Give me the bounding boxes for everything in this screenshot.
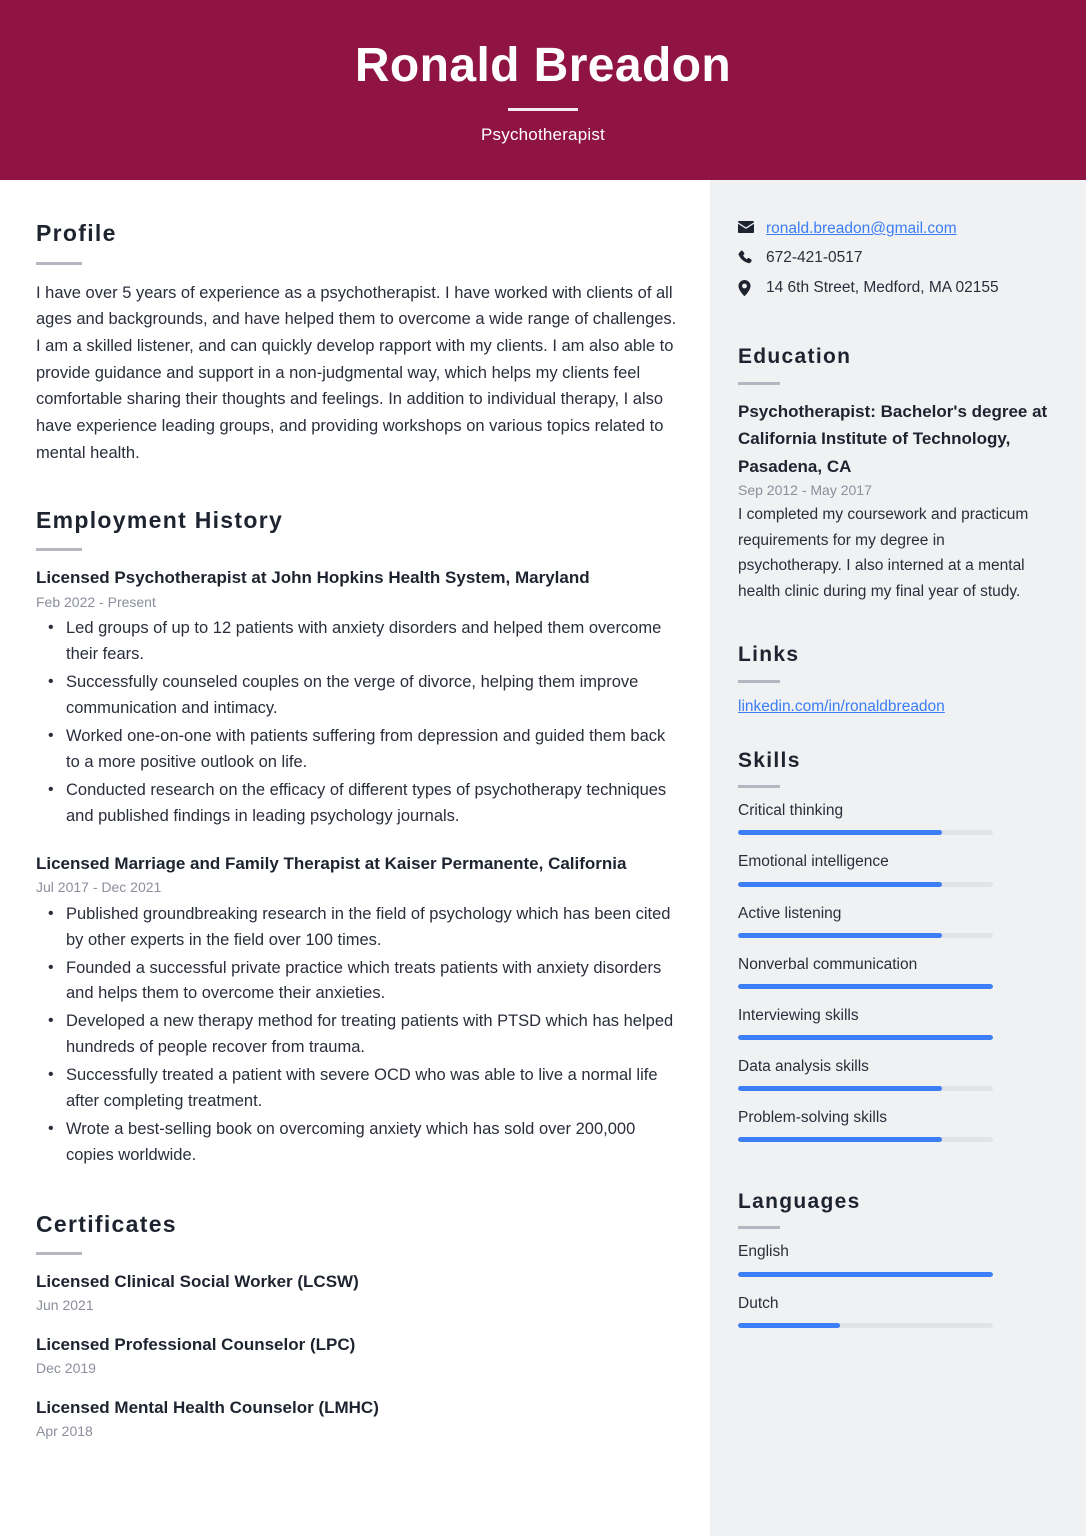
list-item: • Successfully counseled couples on the verge of divorce, helping them improve communication and intimacy.: [66, 670, 680, 722]
contact-row-address: [738, 277, 1050, 299]
contact-email[interactable]: ronald.breadon@gmail.com: [766, 220, 957, 237]
section-employment-history: [36, 507, 680, 1169]
skill-item: [738, 852, 1050, 886]
location-pin-icon: [738, 277, 760, 296]
phone-icon: [738, 247, 760, 265]
employment-date: Jul 2017 - Dec 2021: [36, 879, 162, 896]
skill-level-fill: [738, 1035, 993, 1040]
skill-level-fill: [738, 882, 942, 887]
section-education: [738, 344, 1050, 604]
certificates-heading-rule: [36, 1252, 82, 1255]
section-profile: [36, 220, 680, 467]
language-item: [738, 1242, 1050, 1276]
education-heading-rule: [738, 382, 780, 385]
contact-row-email: [738, 218, 1050, 240]
education-date: Sep 2012 - May 2017: [738, 482, 872, 499]
skill-label: Problem-solving skills: [738, 1109, 888, 1127]
certificate-date: Jun 2021: [36, 1297, 94, 1314]
skill-level-track: [738, 882, 993, 887]
languages-heading: Languages: [738, 1190, 861, 1214]
language-item: [738, 1294, 1050, 1328]
skill-item: [738, 1057, 1050, 1091]
certificate-entry: [36, 1270, 680, 1313]
language-level-track: [738, 1272, 993, 1277]
candidate-name: Ronald Breadon: [354, 39, 732, 93]
education-entry: [738, 398, 1050, 605]
skills-heading: Skills: [738, 749, 801, 773]
certificate-title: Licensed Professional Counselor (LPC): [36, 1335, 356, 1355]
list-item: • Led groups of up to 12 patients with anxiety disorders and helped them overcome their fears.: [66, 616, 680, 668]
skill-level-track: [738, 1086, 993, 1091]
skill-label: Data analysis skills: [738, 1057, 869, 1075]
links-heading: Links: [738, 643, 800, 667]
contact-phone: 672-421-0517: [766, 249, 863, 267]
skill-label: Emotional intelligence: [738, 853, 889, 871]
employment-date: Feb 2022 - Present: [36, 593, 156, 610]
language-level-fill: [738, 1323, 840, 1328]
section-links: [738, 642, 1050, 718]
skill-label: Interviewing skills: [738, 1006, 859, 1024]
links-heading-rule: [738, 680, 780, 683]
certificates-heading: Certificates: [36, 1210, 177, 1237]
language-label: English: [738, 1243, 789, 1261]
list-item: • Conducted research on the efficacy of different types of psychotherapy techniques and published findings in leading psychology journals.: [66, 778, 680, 830]
employment-title: Licensed Psychotherapist at John Hopkins Health System, Maryland: [36, 568, 590, 588]
sidebar-column: [710, 180, 1086, 1536]
skills-heading-rule: [738, 785, 780, 788]
section-certificates: [36, 1211, 680, 1439]
language-level-track: [738, 1323, 993, 1328]
skill-level-fill: [738, 830, 942, 835]
contact-row-phone: [738, 247, 1050, 269]
profile-text: I have over 5 years of experience as a psychotherapist. I have worked with clients of all ages and backgrounds, and have helped them to overcome a wide range of challenges. I am a skilled listener, and can quickly develop rapport with my clients. I am also able to provide guidance and support in a non-judgmental way, which helps my clients feel comfortable sharing their thoughts and feelings. In addition to individual therapy, I also have experience leading groups, and providing workshops on various topics related to mental health.: [36, 283, 677, 462]
contact-address: 14 6th Street, Medford, MA 02155: [766, 278, 999, 296]
employment-entry: [36, 852, 680, 1169]
skill-level-fill: [738, 1086, 942, 1091]
certificate-entry: [36, 1333, 680, 1376]
skill-item: [738, 1006, 1050, 1040]
spacer: [738, 604, 1050, 642]
language-label: Dutch: [738, 1294, 779, 1312]
envelope-icon: [738, 218, 760, 233]
resume-header: [0, 0, 1086, 180]
employment-title: Licensed Marriage and Family Therapist at Kaiser Permanente, California: [36, 853, 627, 873]
employment-heading: Employment History: [36, 506, 284, 533]
main-column: [0, 180, 710, 1536]
list-item: • Published groundbreaking research in the field of psychology which has been cited by other experts in the field over 100 times.: [66, 902, 680, 954]
resume-body: [0, 180, 1086, 1536]
list-item: • Wrote a best-selling book on overcoming anxiety which has sold over 200,000 copies worldwide.: [66, 1117, 680, 1169]
skill-item: [738, 955, 1050, 989]
skill-level-track: [738, 830, 993, 835]
list-item: • Founded a successful private practice which treats patients with anxiety disorders and helps them to overcome their anxieties.: [66, 956, 680, 1008]
employment-entry: [36, 566, 680, 829]
spacer: [738, 1159, 1050, 1189]
skill-item: [738, 1108, 1050, 1142]
certificate-entry: [36, 1396, 680, 1439]
skill-level-track: [738, 1137, 993, 1142]
skill-level-track: [738, 933, 993, 938]
employment-bullets: [36, 902, 680, 1169]
link-item: [738, 696, 1050, 718]
skill-level-fill: [738, 1137, 942, 1142]
certificate-title: Licensed Mental Health Counselor (LMHC): [36, 1397, 379, 1417]
employment-heading-rule: [36, 548, 82, 551]
profile-heading-rule: [36, 262, 82, 265]
list-item: • Worked one-on-one with patients suffering from depression and guided them back to a more positive outlook on life.: [66, 724, 680, 776]
header-divider: [508, 108, 578, 111]
spacer: [36, 1171, 680, 1211]
section-contact: [738, 218, 1050, 299]
link-linkedin[interactable]: linkedin.com/in/ronaldbreadon: [738, 697, 945, 715]
skill-label: Active listening: [738, 904, 842, 922]
spacer: [36, 467, 680, 507]
certificate-title: Licensed Clinical Social Worker (LCSW): [36, 1272, 359, 1292]
education-title: Psychotherapist: Bachelor's degree at California Institute of Technology, Pasadena, CA: [738, 401, 1048, 476]
certificate-date: Dec 2019: [36, 1359, 96, 1376]
skill-level-track: [738, 984, 993, 989]
section-languages: [738, 1189, 1050, 1327]
language-level-fill: [738, 1272, 993, 1277]
employment-bullets: [36, 616, 680, 829]
list-item: • Developed a new therapy method for treating patients with PTSD which has helped hundreds of people recover from trauma.: [66, 1009, 680, 1061]
languages-heading-rule: [738, 1226, 780, 1229]
certificate-date: Apr 2018: [36, 1422, 93, 1439]
spacer: [738, 306, 1050, 344]
spacer: [738, 718, 1050, 748]
candidate-job-title: Psychotherapist: [481, 124, 605, 144]
skill-level-fill: [738, 984, 993, 989]
education-heading: Education: [738, 345, 852, 369]
skill-label: Critical thinking: [738, 802, 844, 820]
list-item: • Successfully treated a patient with severe OCD who was able to live a normal life after completing treatment.: [66, 1063, 680, 1115]
section-skills: [738, 748, 1050, 1142]
profile-heading: Profile: [36, 220, 117, 246]
skill-label: Nonverbal communication: [738, 955, 918, 973]
skill-level-fill: [738, 933, 942, 938]
skill-level-track: [738, 1035, 993, 1040]
education-description: I completed my coursework and practicum requirements for my degree in psychotherapy. I also interned at a mental health clinic during my final year of study.: [738, 506, 1029, 600]
skill-item: [738, 904, 1050, 938]
skill-item: [738, 801, 1050, 835]
